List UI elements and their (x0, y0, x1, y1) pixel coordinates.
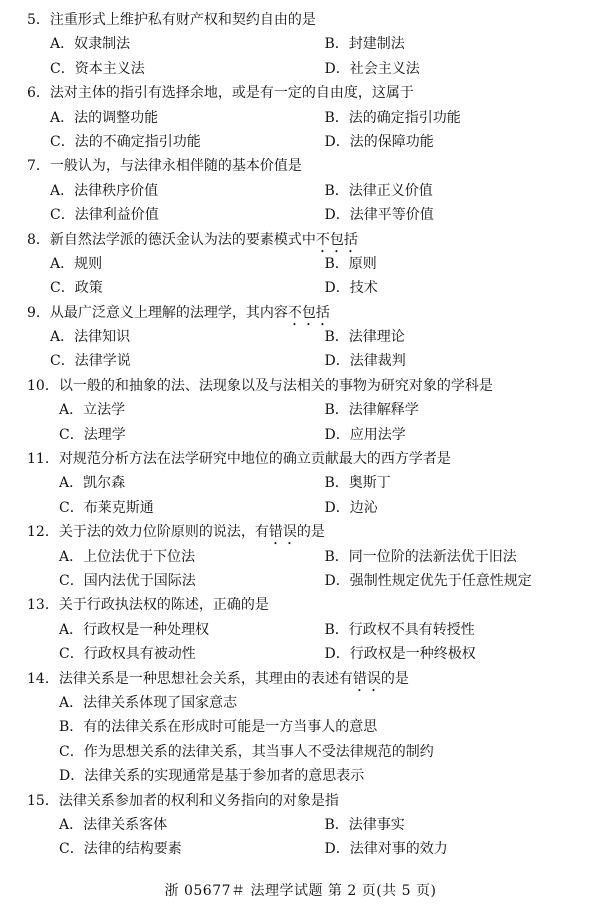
option-a: A．法律关系客体 (59, 816, 168, 833)
option-b: B．法律正义价值 (324, 182, 433, 199)
question-stem: 13．关于行政执法权的陈述，正确的是 (27, 597, 269, 614)
option-a: A．上位法优于下位法 (59, 548, 196, 565)
option-a: A．规则 (50, 255, 103, 272)
question-stem (0, 228, 601, 252)
option-b: B．原则 (324, 255, 377, 272)
option-group (0, 813, 601, 862)
option-c: C．法律的结构要素 (59, 841, 182, 858)
question-stem: 15．法律关系参加者的权利和义务指向的对象是指 (27, 792, 339, 809)
question-12 (0, 520, 601, 593)
option-group (0, 691, 601, 789)
page-footer: 浙 05677＃ 法理学试题 第 2 页(共 5 页) (164, 883, 437, 899)
emphasis-text: 不包括 (287, 304, 330, 321)
question-stem (0, 520, 601, 544)
stem-text: 的是 (296, 524, 325, 541)
question-6 (0, 81, 601, 154)
option-c: C．资本主义法 (50, 60, 145, 77)
option-b: B．有的法律关系在形成时可能是一方当事人的意思 (59, 719, 378, 736)
option-d: D．边沁 (324, 499, 378, 516)
option-c: C．国内法优于国际法 (59, 572, 196, 589)
question-stem: 6．法对主体的指引有选择余地，或是有一定的自由度，这属于 (27, 85, 414, 102)
option-c: C．行政权具有被动性 (59, 646, 196, 663)
question-10 (0, 374, 601, 447)
option-b: B．行政权不具有转授性 (324, 621, 475, 638)
stem-text: 的是 (380, 670, 409, 687)
question-15 (0, 789, 601, 862)
option-a: A．法律关系体现了国家意志 (59, 694, 238, 711)
stem-text: 8．新自然法学派的德沃金认为法的要素模式中 (27, 231, 316, 248)
option-b: B．法律事实 (324, 816, 405, 833)
option-c: C．作为思想关系的法律关系，其当事人不受法律规范的制约 (59, 743, 434, 760)
option-c: C．法理学 (59, 426, 126, 443)
question-stem: 10．以一般的和抽象的法、法现象以及与法相关的事物为研究对象的学科是 (27, 377, 493, 394)
option-d: D．法律对事的效力 (324, 841, 448, 858)
emphasis-text: 错误 (352, 670, 381, 687)
question-8 (0, 228, 601, 301)
option-group (0, 325, 601, 374)
question-stem: 5．注重形式上维护私有财产权和契约自由的是 (27, 12, 316, 28)
question-14 (0, 667, 601, 789)
option-b: B．同一位阶的法新法优于旧法 (324, 548, 517, 565)
option-c: C．法律学说 (50, 353, 131, 370)
emphasis-text: 不包括 (315, 231, 358, 248)
question-11 (0, 447, 601, 520)
stem-text: 9．从最广泛意义上理解的法理学，其内容 (27, 304, 288, 321)
option-group (0, 179, 601, 228)
emphasis-text: 错误 (268, 524, 297, 541)
option-b: B．法的确定指引功能 (324, 109, 461, 126)
option-c: C．法的不确定指引功能 (50, 133, 201, 150)
option-b: B．奥斯丁 (324, 475, 391, 492)
option-group (0, 471, 601, 520)
option-d: D．社会主义法 (324, 60, 420, 77)
question-stem: 11．对规范分析方法在法学研究中地位的确立贡献最大的西方学者是 (27, 451, 451, 468)
stem-text: 12．关于法的效力位阶原则的说法，有 (27, 524, 269, 541)
option-d: D．法律平等价值 (324, 207, 434, 224)
option-d: D．技术 (324, 280, 378, 297)
option-a: A．法律知识 (50, 329, 131, 346)
option-b: B．法律理论 (324, 329, 405, 346)
option-d: D．应用法学 (324, 426, 406, 443)
option-group (0, 32, 601, 81)
option-d: D．法的保障功能 (324, 133, 434, 150)
option-c: C．布莱克斯通 (59, 499, 154, 516)
option-group (0, 398, 601, 447)
option-b: B．法律解释学 (324, 402, 419, 419)
question-list (0, 8, 601, 862)
option-a: A．立法学 (59, 402, 126, 419)
question-stem: 7．一般认为，与法律永相伴随的基本价值是 (27, 158, 302, 175)
option-d: D．法律关系的实现通常是基于参加者的意思表示 (59, 768, 365, 785)
option-a: A．奴隶制法 (50, 36, 131, 53)
question-7 (0, 154, 601, 227)
question-13 (0, 593, 601, 666)
option-group (0, 545, 601, 594)
option-a: A．法律秩序价值 (50, 182, 159, 199)
question-stem (0, 667, 601, 691)
option-d: D．法律裁判 (324, 353, 406, 370)
option-a: A．凯尔森 (59, 475, 126, 492)
option-group (0, 252, 601, 301)
question-9 (0, 301, 601, 374)
option-a: A．行政权是一种处理权 (59, 621, 210, 638)
question-stem (0, 301, 601, 325)
option-group (0, 106, 601, 155)
option-group (0, 618, 601, 667)
option-d: D．行政权是一种终极权 (324, 646, 476, 663)
option-a: A．法的调整功能 (50, 109, 159, 126)
stem-text: 14．法律关系是一种思想社会关系，其理由的表述有 (27, 670, 353, 687)
option-d: D．强制性规定优先于任意性规定 (324, 572, 532, 589)
question-5 (0, 8, 601, 81)
option-c: C．法律利益价值 (50, 207, 159, 224)
option-b: B．封建制法 (324, 36, 405, 53)
option-c: C．政策 (50, 280, 103, 297)
